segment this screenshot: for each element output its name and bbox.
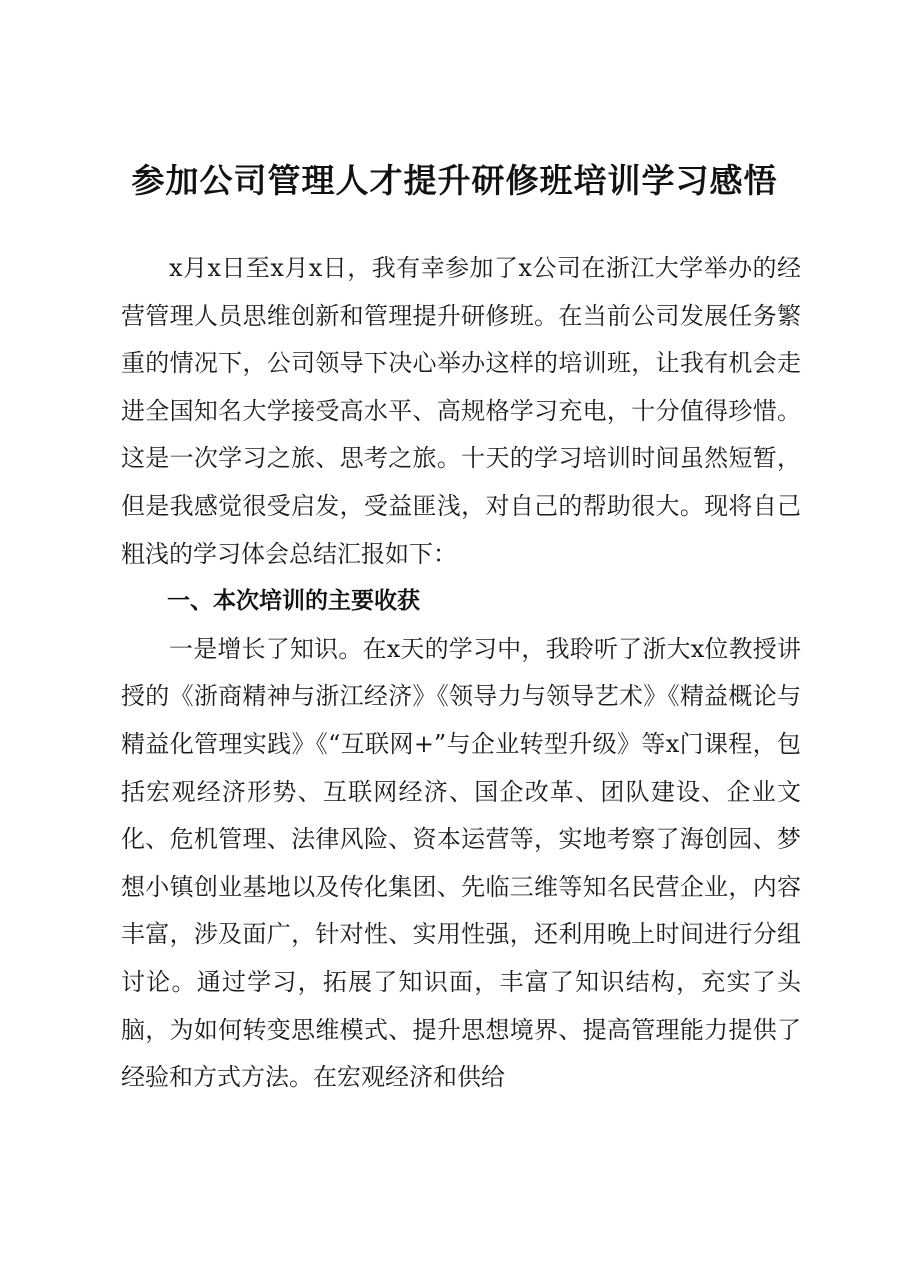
document-body (121, 245, 801, 1102)
section-heading: 一、本次培训的主要收获 (167, 588, 420, 615)
intro-paragraph: x月x日至x月x日，我有幸参加了x公司在浙江大学举办的经营管理人员思维创新和管理提升研修班。在当前公司发展任务繁重的情况下，公司领导下决心举办这样的培训班，让我有机会走进全国知名大学接受高水平、高规格学习充电，十分值得珍惜。这是一次学习之旅、思考之旅。十天的学习培训时间虽然短暂，但是我感觉很受启发，受益匪浅，对自己的帮助很大。现将自己粗浅的学习体会总结汇报如下： (121, 254, 801, 568)
section-paragraph: 一是增长了知识。在x天的学习中，我聆听了浙大x位教授讲授的《浙商精神与浙江经济》《领导力与领导艺术》《精益概论与精益化管理实践》《“互联网+”与企业转型升级》等x门课程，包括宏观经济形势、互联网经济、国企改革、团队建设、企业文化、危机管理、法律风险、资本运营等，实地考察了海创园、梦想小镇创业基地以及传化集团、先临三维等知名民营企业，内容丰富，涉及面广，针对性、实用性强，还利用晚上时间进行分组讨论。通过学习，拓展了知识面，丰富了知识结构，充实了头脑，为如何转变思维模式、提升思想境界、提高管理能力提供了经验和方式方法。在宏观经济和供给 (121, 634, 801, 1092)
document-title: 参加公司管理人才提升研修班培训学习感悟 (131, 161, 778, 200)
